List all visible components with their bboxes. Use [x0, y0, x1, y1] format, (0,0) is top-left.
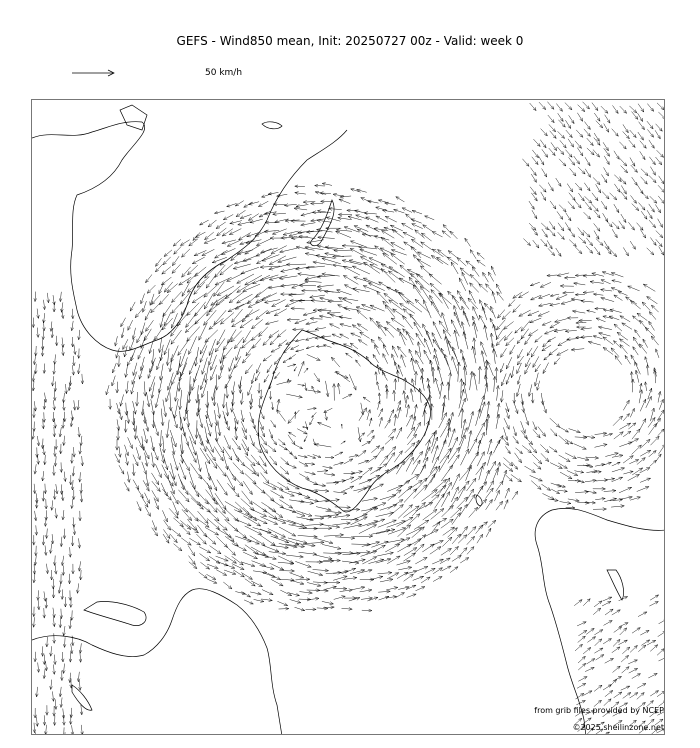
- wind-map-canvas: [32, 100, 665, 735]
- coastlines: [32, 105, 665, 735]
- legend-arrow-icon: [70, 66, 120, 80]
- wind-map: [31, 99, 665, 735]
- coastline-africa: [535, 508, 665, 735]
- coastline-island: [262, 122, 282, 129]
- coastline-tasmania: [72, 685, 92, 710]
- coastline-madagascar: [607, 570, 624, 600]
- coastline-antarctic-peninsula: [120, 105, 147, 130]
- wind-vectors: [32, 102, 665, 735]
- coastline-small-island: [476, 495, 482, 506]
- coastline-australia: [32, 589, 282, 735]
- credit-source: from grib files provided by NCEP: [534, 706, 664, 715]
- coastline-new-zealand: [84, 602, 146, 626]
- credit-copyright: ©2025 sheilinzone.net: [572, 723, 664, 732]
- coastline-antarctica: [258, 330, 430, 512]
- legend-label: 50 km/h: [205, 68, 243, 78]
- chart-title: GEFS - Wind850 mean, Init: 20250727 00z - Valid: week 0: [176, 34, 524, 48]
